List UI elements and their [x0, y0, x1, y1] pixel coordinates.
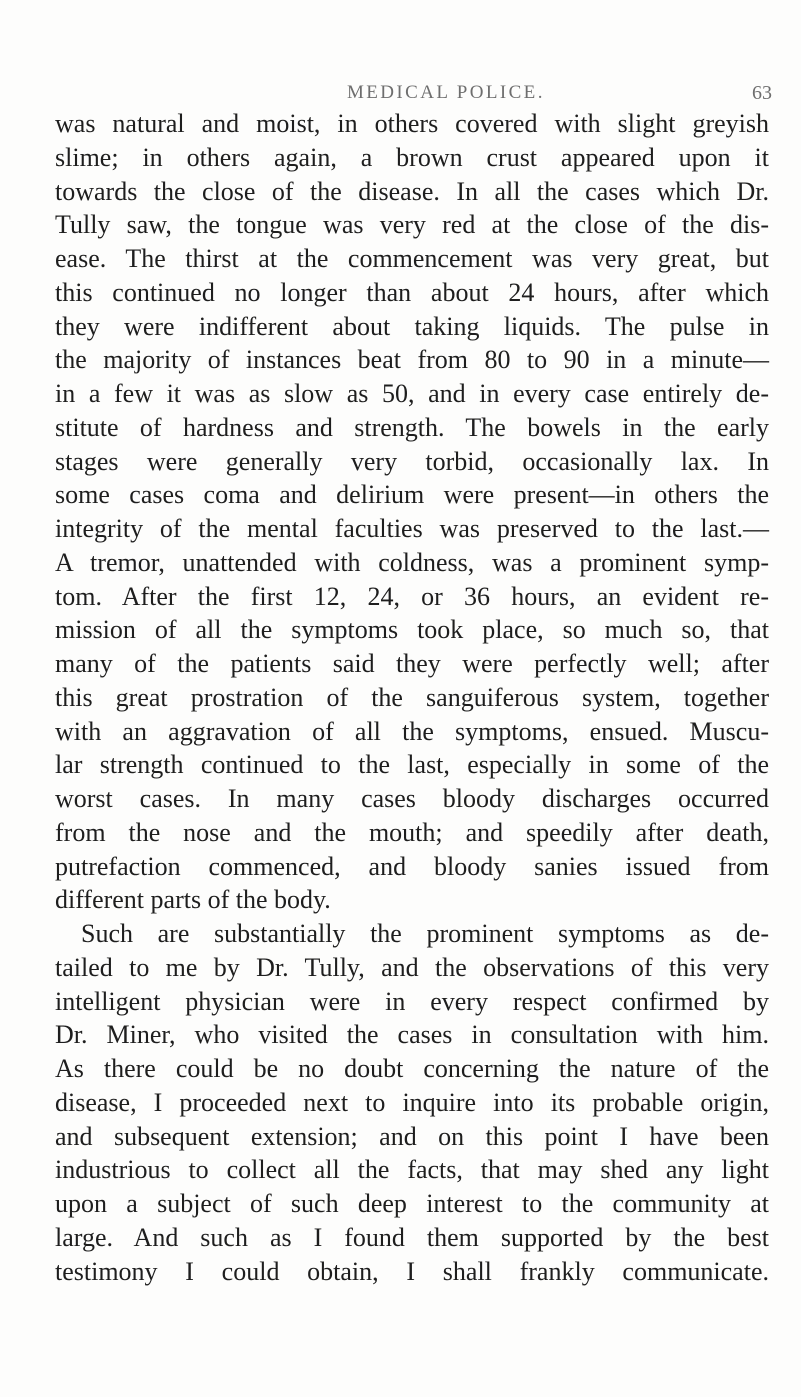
text-line: tailed to me by Dr. Tully, and the observations of this very — [55, 952, 769, 982]
text-line: this great prostration of the sanguiferous system, together — [55, 682, 769, 712]
text-line: stages were generally very torbid, occasionally lax. In — [55, 446, 769, 476]
paragraph-end-line: different parts of the body. — [55, 885, 331, 915]
text-line: worst cases. In many cases bloody discharges occurred — [55, 784, 769, 813]
text-line: lar strength continued to the last, especially in some of the — [55, 750, 769, 780]
text-line: A tremor, unattended with coldness, was a prominent symp- — [55, 547, 769, 577]
text-line: with an aggravation of all the symptoms, ensued. Muscu- — [55, 716, 769, 746]
text-line: industrious to collect all the facts, that may shed any light — [55, 1155, 769, 1185]
text-line: As there could be no doubt concerning the nature of the — [55, 1054, 769, 1083]
text-line: putrefaction commenced, and bloody sanies issued from — [55, 851, 769, 881]
running-title: MEDICAL POLICE. — [347, 82, 545, 103]
text-line: Tully saw, the tongue was very red at the close of the dis- — [55, 210, 769, 240]
text-line: intelligent physician were in every respect confirmed by — [55, 986, 769, 1016]
text-line: testimony I could obtain, I shall frankly communicate. — [55, 1256, 769, 1286]
text-line: they were indifferent about taking liquids. The pulse in — [55, 311, 769, 341]
text-line: many of the patients said they were perfectly well; after — [55, 649, 769, 678]
text-line: Dr. Miner, who visited the cases in consultation with him. — [55, 1020, 769, 1050]
text-line: in a few it was as slow as 50, and in every case entirely de- — [55, 379, 769, 408]
text-line: towards the close of the disease. In all the cases which Dr. — [55, 176, 769, 206]
text-line: large. And such as I found them supported by the best — [55, 1222, 769, 1252]
text-line: tom. After the first 12, 24, or 36 hours, an evident re- — [55, 581, 769, 611]
text-line: from the nose and the mouth; and speedily after death, — [55, 817, 769, 847]
text-line: was natural and moist, in others covered with slight greyish — [55, 109, 769, 138]
text-line: and subsequent extension; and on this point I have been — [55, 1121, 769, 1151]
paragraph-start-line: Such are substantially the prominent symptoms as de- — [81, 919, 769, 948]
text-line: slime; in others again, a brown crust appeared upon it — [55, 142, 769, 172]
page-number: 63 — [752, 82, 772, 104]
body-text — [55, 107, 769, 1288]
text-line: upon a subject of such deep interest to the community at — [55, 1189, 769, 1218]
text-line: ease. The thirst at the commencement was very great, but — [55, 244, 769, 273]
text-line: stitute of hardness and strength. The bowels in the early — [55, 412, 769, 442]
text-line: mission of all the symptoms took place, so much so, that — [55, 615, 769, 645]
text-line: some cases coma and delirium were present—in others the — [55, 480, 769, 510]
text-line: this continued no longer than about 24 hours, after which — [55, 277, 769, 307]
text-line: integrity of the mental faculties was preserved to the last.— — [55, 514, 769, 543]
text-line: the majority of instances beat from 80 to 90 in a minute— — [55, 345, 769, 375]
text-line: disease, I proceeded next to inquire into its probable origin, — [55, 1087, 769, 1117]
